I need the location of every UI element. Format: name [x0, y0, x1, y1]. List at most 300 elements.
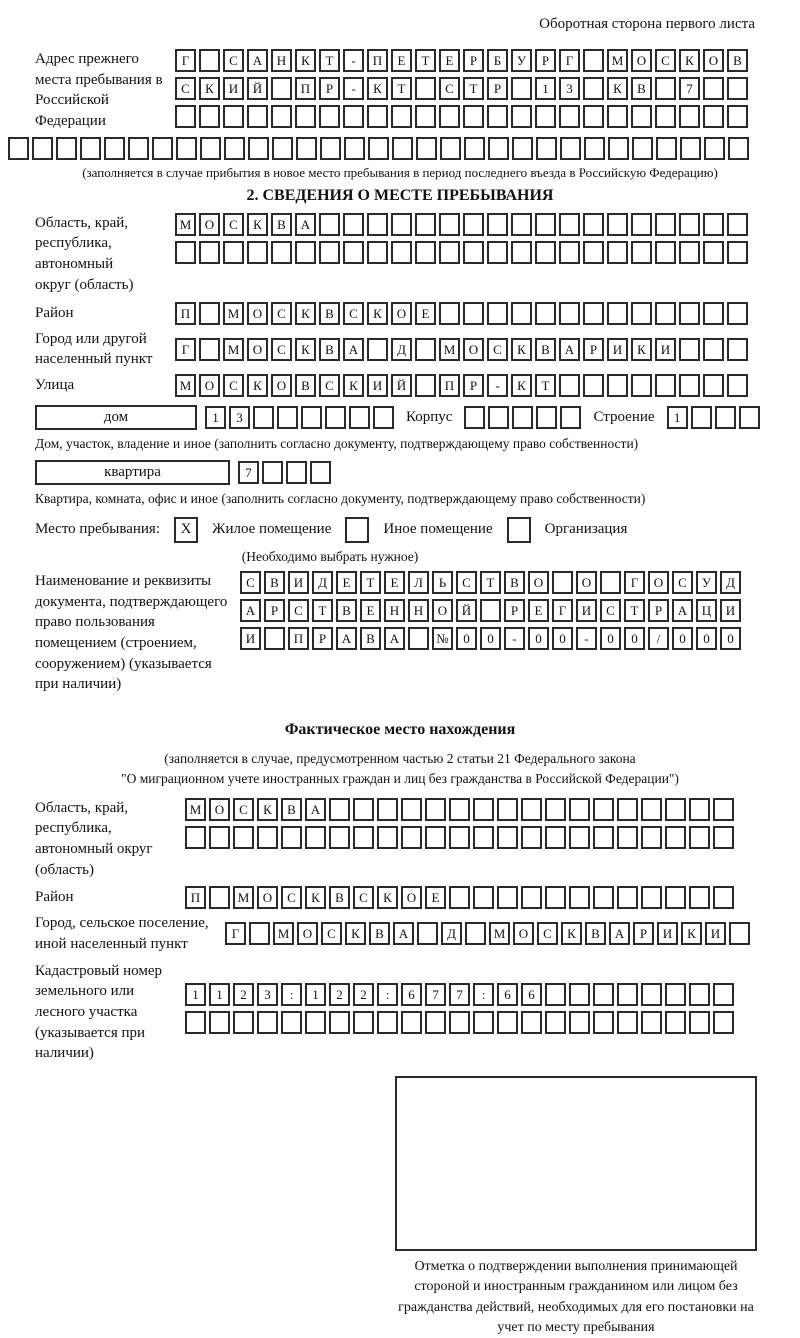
stroenie-cells	[667, 406, 760, 429]
char-cell: Й	[391, 374, 412, 397]
char-cell	[439, 241, 460, 264]
char-cell: С	[233, 798, 254, 821]
stroenie-label: Строение	[593, 408, 655, 425]
char-cell: К	[679, 49, 700, 72]
section2-district-block	[0, 302, 800, 325]
char-cell: С	[223, 49, 244, 72]
char-cell: Г	[552, 599, 573, 622]
char-cell: 2	[233, 983, 254, 1006]
char-cell	[272, 137, 293, 160]
stay-type-option-residential: Жилое помещение	[212, 521, 332, 538]
char-cell: С	[672, 571, 693, 594]
actual-region-row-2	[185, 826, 734, 849]
actual-city-row	[225, 922, 750, 945]
char-cell: Р	[633, 922, 654, 945]
char-cell	[665, 886, 686, 909]
actual-region-row-1	[185, 798, 734, 821]
char-cell: И	[288, 571, 309, 594]
char-cell: М	[607, 49, 628, 72]
char-cell	[583, 213, 604, 236]
document-block	[0, 571, 800, 695]
char-cell	[569, 1011, 590, 1034]
char-cell	[680, 137, 701, 160]
char-cell	[569, 798, 590, 821]
char-cell	[617, 1011, 638, 1034]
section2-region-row-1	[175, 213, 748, 236]
prev-address-row-4	[0, 137, 800, 160]
char-cell	[641, 798, 662, 821]
char-cell	[569, 826, 590, 849]
char-cell	[439, 302, 460, 325]
actual-district-block	[0, 886, 800, 909]
char-cell: К	[681, 922, 702, 945]
stay-type-label: Место пребывания:	[35, 521, 160, 538]
char-cell: О	[257, 886, 278, 909]
char-cell	[391, 241, 412, 264]
char-cell	[367, 213, 388, 236]
char-cell	[349, 406, 370, 429]
char-cell: А	[384, 627, 405, 650]
char-cell	[199, 302, 220, 325]
char-cell	[713, 983, 734, 1006]
char-cell: В	[360, 627, 381, 650]
char-cell	[607, 105, 628, 128]
prev-address-row-1	[175, 49, 748, 72]
flat-named-box: квартира	[35, 460, 230, 485]
char-cell	[689, 826, 710, 849]
section2-street-block	[0, 374, 800, 397]
char-cell: 6	[401, 983, 422, 1006]
char-cell: 6	[497, 983, 518, 1006]
char-cell: Т	[319, 49, 340, 72]
char-cell: А	[609, 922, 630, 945]
char-cell	[607, 374, 628, 397]
char-cell	[209, 1011, 230, 1034]
actual-location-note-1: (заполняется в случае, предусмотренном частью 2 статьи 21 Федерального закона	[164, 751, 636, 766]
char-cell	[704, 137, 725, 160]
char-cell: А	[295, 213, 316, 236]
char-cell: 1	[205, 406, 226, 429]
char-cell: В	[727, 49, 748, 72]
char-cell: Р	[463, 374, 484, 397]
char-cell: Р	[264, 599, 285, 622]
char-cell: К	[631, 338, 652, 361]
char-cell: Р	[583, 338, 604, 361]
char-cell	[569, 886, 590, 909]
char-cell	[377, 826, 398, 849]
char-cell: С	[175, 77, 196, 100]
char-cell: С	[288, 599, 309, 622]
char-cell: О	[576, 571, 597, 594]
char-cell: В	[319, 338, 340, 361]
char-cell	[271, 105, 292, 128]
stay-type-option-organization: Организация	[544, 521, 628, 538]
char-cell	[439, 105, 460, 128]
char-cell	[343, 105, 364, 128]
char-cell: 1	[535, 77, 556, 100]
char-cell: У	[511, 49, 532, 72]
char-cell: К	[247, 374, 268, 397]
char-cell: Д	[441, 922, 462, 945]
char-cell	[536, 406, 557, 429]
char-cell	[249, 922, 270, 945]
char-cell	[367, 105, 388, 128]
char-cell	[271, 241, 292, 264]
house-named-box: дом	[35, 405, 197, 430]
char-cell	[449, 826, 470, 849]
char-cell	[535, 241, 556, 264]
char-cell	[199, 241, 220, 264]
char-cell	[559, 105, 580, 128]
char-cell: В	[585, 922, 606, 945]
char-cell	[703, 302, 724, 325]
char-cell: К	[295, 302, 316, 325]
char-cell	[691, 406, 712, 429]
char-cell	[703, 338, 724, 361]
char-cell: П	[295, 77, 316, 100]
char-cell: Т	[360, 571, 381, 594]
char-cell: Е	[391, 49, 412, 72]
char-cell	[200, 137, 221, 160]
char-cell	[497, 886, 518, 909]
char-cell	[32, 137, 53, 160]
char-cell: -	[343, 49, 364, 72]
char-cell: О	[703, 49, 724, 72]
char-cell: О	[528, 571, 549, 594]
confirmation-area	[395, 1076, 757, 1338]
char-cell	[583, 105, 604, 128]
char-cell	[320, 137, 341, 160]
char-cell: К	[377, 886, 398, 909]
char-cell	[665, 798, 686, 821]
char-cell: С	[537, 922, 558, 945]
char-cell: Г	[624, 571, 645, 594]
stay-type-note: (Необходимо выбрать нужное)	[241, 548, 419, 564]
char-cell	[729, 922, 750, 945]
char-cell: -	[343, 77, 364, 100]
char-cell: И	[720, 599, 741, 622]
char-cell	[679, 302, 700, 325]
actual-city-label: Город, сельское поселение, иной населенный пункт	[35, 915, 209, 952]
char-cell: И	[655, 338, 676, 361]
char-cell	[536, 137, 557, 160]
char-cell	[583, 49, 604, 72]
char-cell	[703, 77, 724, 100]
char-cell	[655, 213, 676, 236]
char-cell: О	[247, 338, 268, 361]
house-row	[0, 405, 800, 430]
char-cell	[679, 105, 700, 128]
char-cell	[463, 241, 484, 264]
char-cell	[264, 627, 285, 650]
char-cell	[727, 338, 748, 361]
prev-address-rows	[175, 49, 748, 132]
char-cell: Ц	[696, 599, 717, 622]
char-cell	[377, 1011, 398, 1034]
char-cell	[727, 105, 748, 128]
char-cell	[247, 105, 268, 128]
char-cell	[655, 302, 676, 325]
prev-address-row-3	[175, 105, 748, 128]
char-cell	[329, 1011, 350, 1034]
char-cell	[439, 213, 460, 236]
actual-district-label: Район	[35, 889, 74, 906]
char-cell: О	[401, 886, 422, 909]
char-cell	[617, 798, 638, 821]
char-cell	[286, 461, 307, 484]
char-cell	[713, 886, 734, 909]
char-cell: №	[432, 627, 453, 650]
section2-street-label: Улица	[35, 377, 75, 394]
char-cell: К	[305, 886, 326, 909]
char-cell	[343, 213, 364, 236]
char-cell: В	[504, 571, 525, 594]
cadastre-row-2	[185, 1011, 734, 1034]
actual-city-block	[0, 913, 800, 954]
char-cell	[511, 302, 532, 325]
char-cell: П	[439, 374, 460, 397]
char-cell	[175, 241, 196, 264]
char-cell	[480, 599, 501, 622]
char-cell	[199, 49, 220, 72]
char-cell	[545, 1011, 566, 1034]
char-cell	[329, 826, 350, 849]
char-cell: С	[487, 338, 508, 361]
char-cell	[703, 213, 724, 236]
char-cell: В	[329, 886, 350, 909]
char-cell	[727, 241, 748, 264]
char-cell: О	[209, 798, 230, 821]
char-cell	[559, 213, 580, 236]
section2-district-label: Район	[35, 304, 74, 321]
char-cell	[655, 374, 676, 397]
char-cell: :	[377, 983, 398, 1006]
char-cell: Р	[504, 599, 525, 622]
char-cell	[583, 241, 604, 264]
char-cell: 0	[624, 627, 645, 650]
char-cell	[473, 826, 494, 849]
char-cell	[545, 983, 566, 1006]
char-cell	[689, 798, 710, 821]
char-cell: С	[343, 302, 364, 325]
char-cell	[353, 1011, 374, 1034]
char-cell: И	[705, 922, 726, 945]
char-cell: С	[319, 374, 340, 397]
char-cell: О	[297, 922, 318, 945]
char-cell	[185, 1011, 206, 1034]
char-cell	[373, 406, 394, 429]
char-cell: А	[336, 627, 357, 650]
char-cell	[713, 826, 734, 849]
char-cell: К	[607, 77, 628, 100]
char-cell: 7	[425, 983, 446, 1006]
char-cell: М	[185, 798, 206, 821]
char-cell: 0	[528, 627, 549, 650]
prev-address-block	[0, 49, 800, 132]
char-cell: Т	[463, 77, 484, 100]
char-cell	[631, 302, 652, 325]
char-cell: И	[576, 599, 597, 622]
char-cell	[641, 983, 662, 1006]
char-cell	[560, 137, 581, 160]
char-cell	[593, 886, 614, 909]
cadastre-label: Кадастровый номер земельного или лесного участка (указывается при наличии)	[35, 962, 162, 1062]
char-cell: :	[281, 983, 302, 1006]
char-cell: Р	[319, 77, 340, 100]
stay-type-checkbox-other	[345, 517, 369, 543]
stay-type-checkbox-organization	[507, 517, 531, 543]
char-cell: 0	[480, 627, 501, 650]
char-cell	[608, 137, 629, 160]
actual-region-block	[0, 798, 800, 881]
char-cell	[392, 137, 413, 160]
section2-region-label: Область, край, республика, автономный округ (область)	[35, 214, 134, 293]
char-cell	[497, 1011, 518, 1034]
char-cell: Е	[336, 571, 357, 594]
char-cell	[488, 137, 509, 160]
char-cell	[449, 886, 470, 909]
char-cell: С	[271, 302, 292, 325]
char-cell	[295, 105, 316, 128]
char-cell: Т	[480, 571, 501, 594]
char-cell	[417, 922, 438, 945]
char-cell	[728, 137, 749, 160]
prev-address-label: Адрес прежнего места пребывания в Российской Федерации	[35, 51, 163, 130]
char-cell: К	[367, 302, 388, 325]
document-row-1	[240, 571, 741, 594]
char-cell: -	[576, 627, 597, 650]
char-cell: М	[175, 374, 196, 397]
char-cell: Р	[535, 49, 556, 72]
char-cell: К	[247, 213, 268, 236]
stay-type-checkbox-residential: X	[174, 517, 198, 543]
char-cell: Р	[312, 627, 333, 650]
char-cell: А	[559, 338, 580, 361]
char-cell: В	[336, 599, 357, 622]
char-cell: 1	[305, 983, 326, 1006]
char-cell: В	[535, 338, 556, 361]
char-cell	[248, 137, 269, 160]
char-cell	[464, 137, 485, 160]
char-cell	[593, 1011, 614, 1034]
char-cell: К	[295, 338, 316, 361]
flat-row	[0, 460, 800, 485]
char-cell	[617, 886, 638, 909]
char-cell: А	[393, 922, 414, 945]
char-cell: 1	[185, 983, 206, 1006]
char-cell	[463, 213, 484, 236]
char-cell	[408, 627, 429, 650]
stay-type-row	[0, 517, 800, 543]
char-cell: К	[367, 77, 388, 100]
char-cell: Д	[312, 571, 333, 594]
char-cell: 7	[449, 983, 470, 1006]
char-cell	[535, 105, 556, 128]
actual-district-row	[185, 886, 734, 909]
char-cell	[152, 137, 173, 160]
char-cell	[319, 105, 340, 128]
char-cell: 3	[229, 406, 250, 429]
char-cell	[257, 826, 278, 849]
actual-region-rows	[185, 798, 734, 881]
char-cell	[631, 105, 652, 128]
char-cell	[185, 826, 206, 849]
char-cell	[128, 137, 149, 160]
char-cell	[521, 798, 542, 821]
char-cell: А	[247, 49, 268, 72]
char-cell	[319, 241, 340, 264]
char-cell: :	[473, 983, 494, 1006]
char-cell: И	[657, 922, 678, 945]
char-cell: 0	[696, 627, 717, 650]
char-cell: П	[288, 627, 309, 650]
char-cell	[368, 137, 389, 160]
char-cell	[353, 798, 374, 821]
char-cell: 0	[552, 627, 573, 650]
char-cell	[296, 137, 317, 160]
section2-district-row	[175, 302, 748, 325]
char-cell	[487, 241, 508, 264]
char-cell	[617, 826, 638, 849]
cadastre-row-1	[185, 983, 734, 1006]
char-cell	[56, 137, 77, 160]
char-cell	[488, 406, 509, 429]
char-cell: К	[345, 922, 366, 945]
char-cell: Е	[415, 302, 436, 325]
char-cell	[343, 241, 364, 264]
char-cell	[600, 571, 621, 594]
char-cell: С	[655, 49, 676, 72]
char-cell	[617, 983, 638, 1006]
char-cell	[641, 886, 662, 909]
confirmation-mark-box	[395, 1076, 757, 1251]
char-cell: О	[463, 338, 484, 361]
char-cell: Л	[408, 571, 429, 594]
char-cell	[679, 213, 700, 236]
char-cell	[521, 826, 542, 849]
char-cell: М	[223, 302, 244, 325]
char-cell	[425, 1011, 446, 1034]
char-cell: 0	[672, 627, 693, 650]
section2-heading: 2. СВЕДЕНИЯ О МЕСТЕ ПРЕБЫВАНИЯ	[246, 186, 554, 204]
char-cell	[247, 241, 268, 264]
char-cell	[727, 302, 748, 325]
char-cell	[631, 241, 652, 264]
char-cell: Н	[408, 599, 429, 622]
char-cell: О	[199, 213, 220, 236]
char-cell	[281, 826, 302, 849]
char-cell	[713, 1011, 734, 1034]
char-cell: Г	[175, 49, 196, 72]
actual-location-note-2: "О миграционном учете иностранных граждан и лиц без гражданства в Российской Федерации")	[121, 771, 679, 787]
char-cell	[689, 983, 710, 1006]
korpus-cells	[464, 406, 581, 429]
char-cell: М	[489, 922, 510, 945]
char-cell	[233, 826, 254, 849]
char-cell	[560, 406, 581, 429]
char-cell	[223, 105, 244, 128]
char-cell	[415, 374, 436, 397]
char-cell: В	[271, 213, 292, 236]
char-cell	[176, 137, 197, 160]
char-cell	[391, 213, 412, 236]
char-cell	[727, 77, 748, 100]
char-cell	[401, 798, 422, 821]
char-cell	[511, 105, 532, 128]
char-cell: С	[281, 886, 302, 909]
char-cell: О	[432, 599, 453, 622]
char-cell: А	[672, 599, 693, 622]
